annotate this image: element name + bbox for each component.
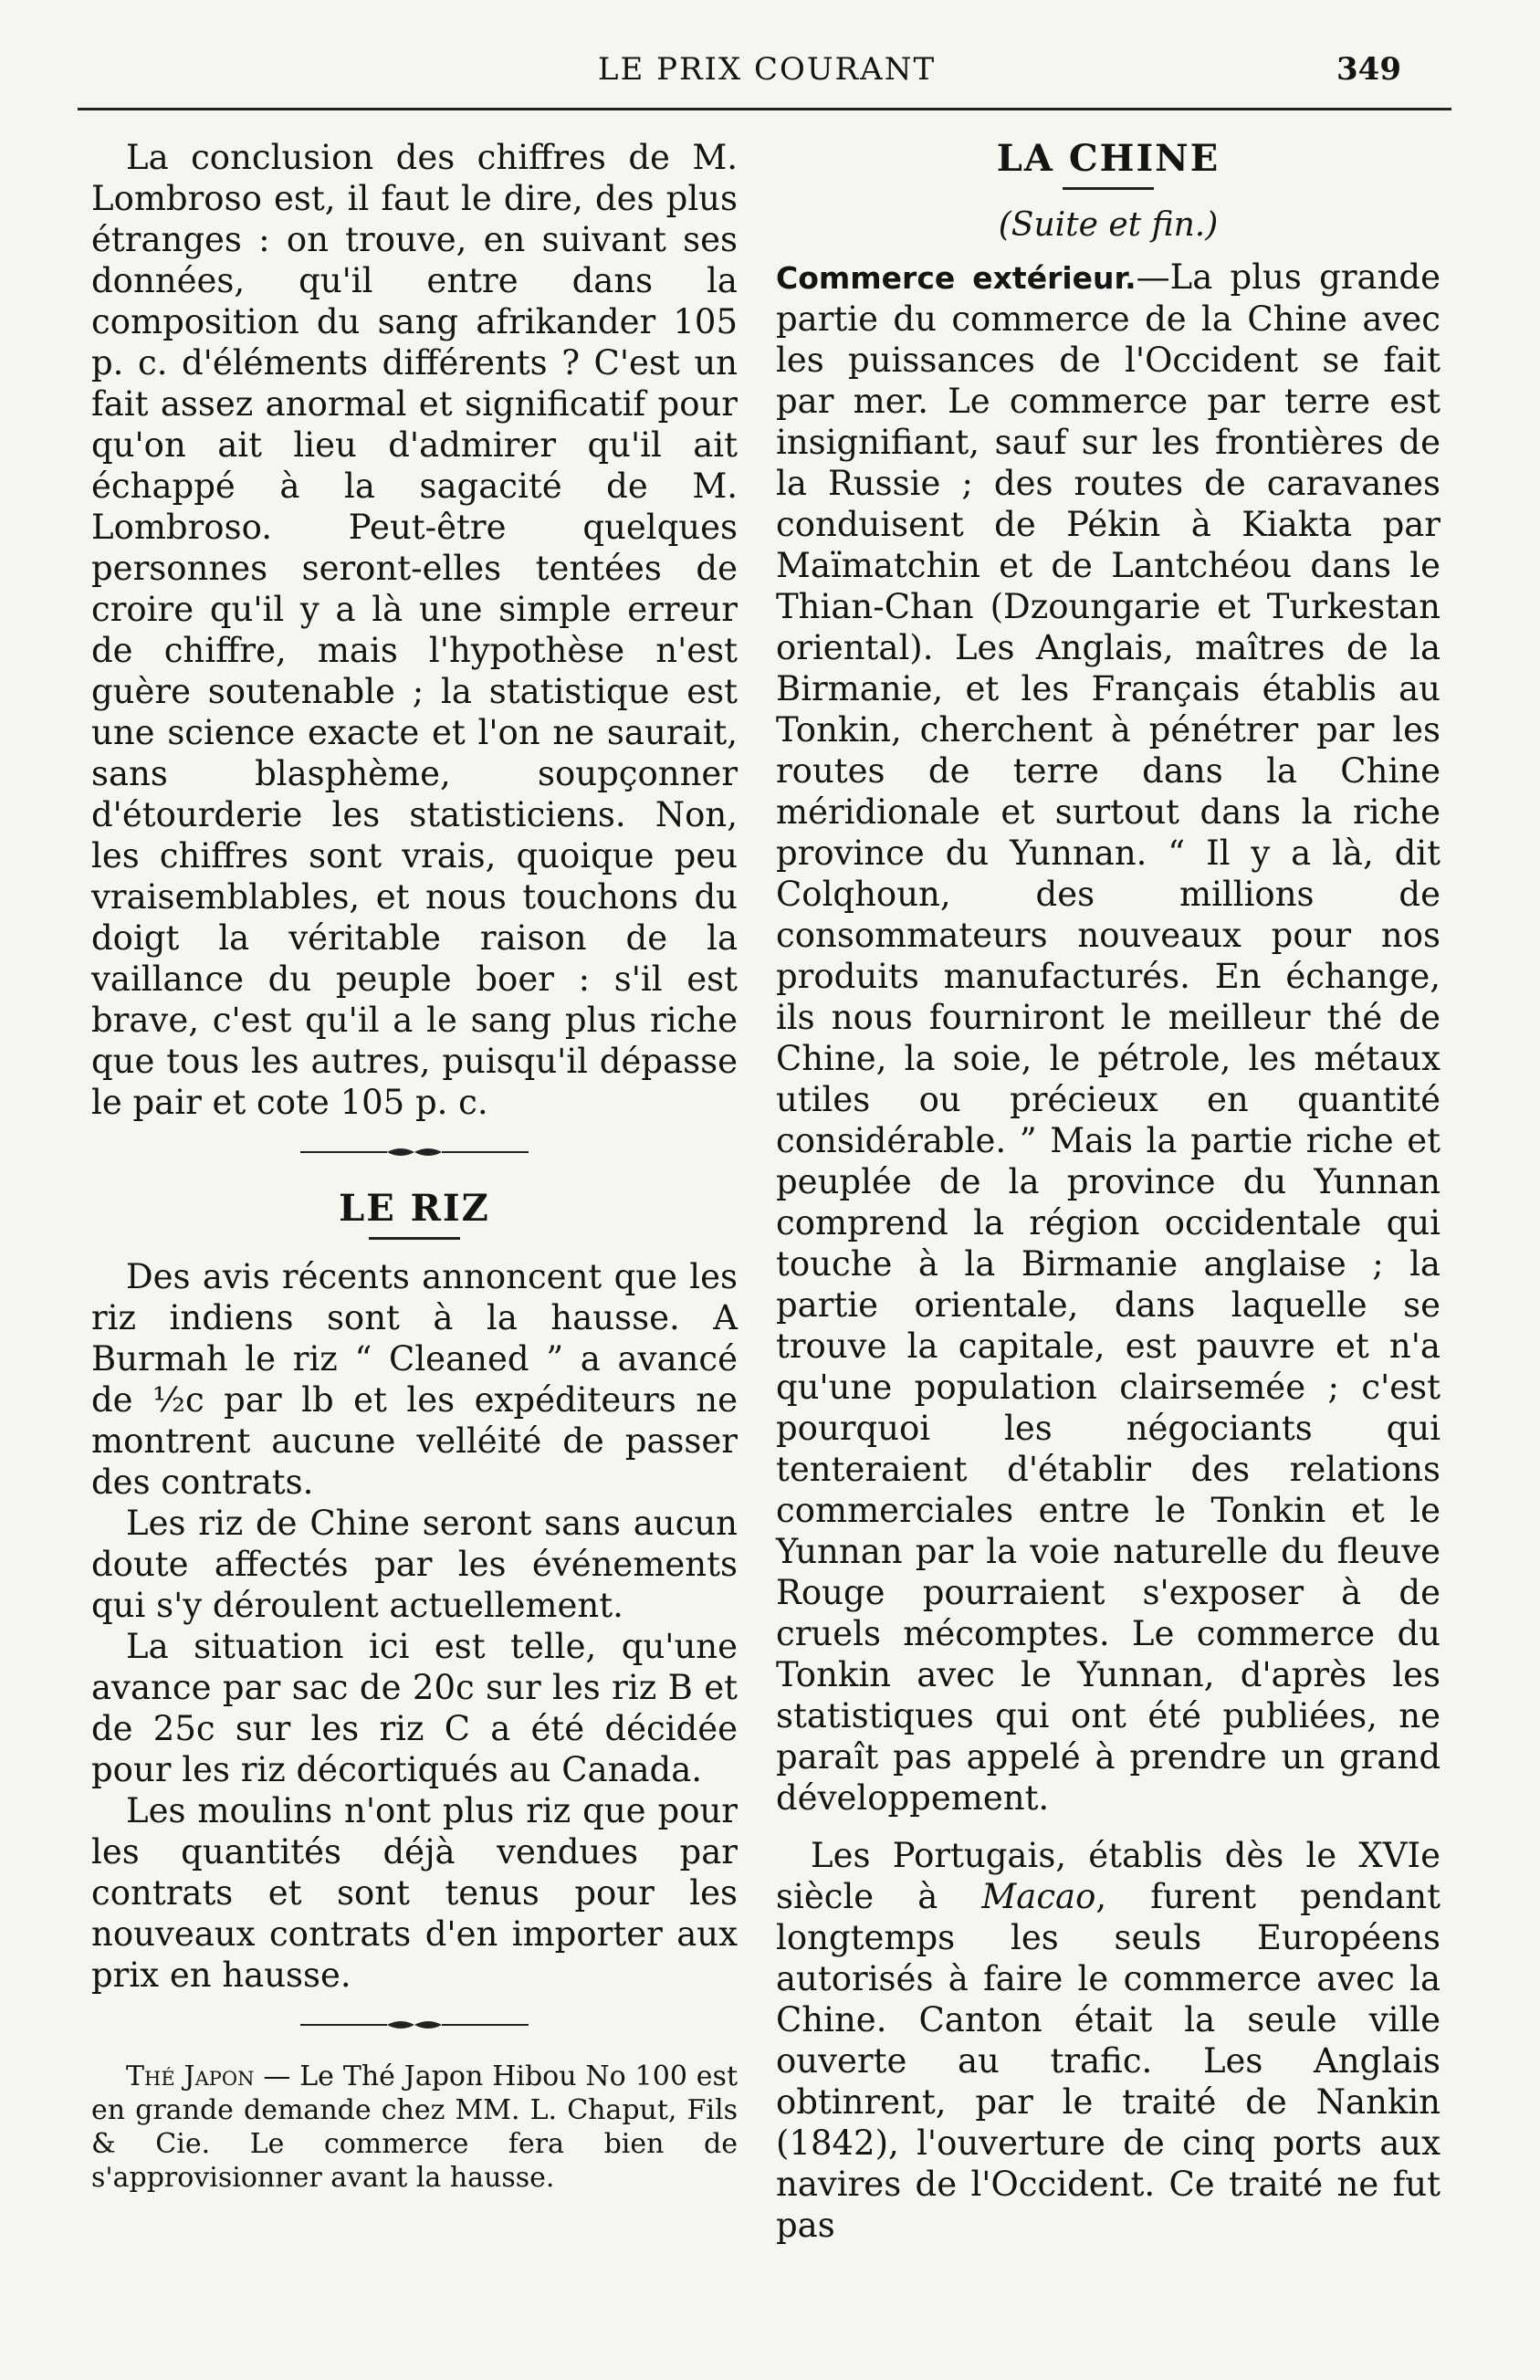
chine-section-title: LA CHINE [996, 137, 1220, 180]
riz-section-title: LE RIZ [339, 1187, 490, 1230]
note-text: — Le Thé Japon Hibou No 100 est en grande demande chez MM. L. Chaput, Fils & Cie. Le commerce fera bien de s'approvisionner avant la hausse. [91, 2060, 738, 2194]
chine-subtitle: (Suite et fin.) [998, 206, 1219, 244]
note-label: Thé Japon [126, 2060, 255, 2092]
left-column [91, 137, 738, 2195]
title-rule [1063, 187, 1154, 190]
the-japon-note [91, 2060, 738, 2195]
title-rule [369, 1237, 460, 1240]
intro-paragraph: La conclusion des chiffres de M. Lombroso est, il faut le dire, des plus étranges : on trouve, en suivant ses données, qu'il entre dans la composition du sang afrikander 105 p. c. d'éléments différents ? C'est un fait assez anormal et significatif pour qu'on ait lieu d'admirer qu'il ait échappé à la sagacité de M. Lombroso. Peut-être quelques personnes seront-elles tentées de croire qu'il y a là une simple erreur de chiffre, mais l'hypothèse n'est guère soutenable ; la statistique est une science exacte et l'on ne saurait, sans blasphème, soupçonner d'étourderie les statisticiens. Non, les chiffres sont vrais, quoique peu vraisemblables, et nous touchons du doigt la véritable raison de la vaillance du peuple boer : s'il est brave, c'est qu'il a le sang plus riche que tous les autres, puisqu'il dépasse le pair et cote 105 p. c. [91, 138, 738, 1122]
page-header [78, 40, 1456, 104]
paragraph-text: —La plus grande partie du commerce de la Chine avec les puissances de l'Occident se fait par mer. Le commerce par terre est insignifiant, sauf sur les frontières de la Russie ; des routes de caravanes conduisent de Pékin à Kiakta par Maïmatchin et de Lantchéou dans le Thian-Chan (Dzoungarie et Turkestan oriental). Les Anglais, maîtres de la Birmanie, et les Français établis au Tonkin, cherchent à pénétrer par les routes de terre dans la Chine méridionale et surtout dans la riche province du Yunnan. “ Il y a là, dit Colqhoun, des millions de consommateurs nouveaux pour nos produits manufacturés. En échange, ils nous fourniront le meilleur thé de Chine, la soie, le pétrole, les métaux utiles ou précieux en quantité considérable. ” Mais la partie riche et peuplée de la province du Yunnan comprend la région occidentale qui touche à la Birmanie anglaise ; la partie orientale, dans laquelle se trouve la capitale, est pauvre et n'a qu'une population clairsemée ; c'est pourquoi les négociants qui tenteraient d'établir des relations commerciales entre le Tonkin et le Yunnan par la voie naturelle du fleuve Rouge pourraient s'exposer à de cruels mécomptes. Le commerce du Tonkin avec le Yunnan, d'après les statistiques qui ont été publiées, ne paraît pas appelé à prendre un grand développement. [776, 257, 1440, 1818]
right-column [776, 128, 1440, 2246]
place-name: Macao [981, 1877, 1096, 1916]
journal-title: LE PRIX COURANT [597, 51, 937, 88]
page-number: 349 [1336, 51, 1401, 88]
riz-paragraph: Les moulins n'ont plus riz que pour les quantités déjà vendues par contrats et sont tenus pour les nouveaux contrats d'en importer aux prix en hausse. [91, 1791, 738, 1995]
paragraph-text: Les Portugais, établis dès le XVIe siècle à [776, 1836, 1440, 1916]
section-divider-ornament [300, 1145, 529, 1159]
lead-heading: Commerce extérieur. [776, 260, 1137, 296]
header-rule [78, 108, 1451, 110]
riz-paragraph: Des avis récents annoncent que les riz indiens sont à la hausse. A Burmah le riz “ Cleaned ” a avancé de ½c par lb et les expéditeurs ne montrent aucune velléité de passer des contrats. [91, 1257, 738, 1502]
riz-paragraph: Les riz de Chine seront sans aucun doute affectés par les événements qui s'y déroulent actuellement. [91, 1504, 738, 1625]
section-divider-ornament [300, 2018, 529, 2032]
paragraph-text: , furent pendant longtemps les seuls Européens autorisés à faire le commerce avec la Chine. Canton était la seule ville ouverte au trafic. Les Anglais obtinrent, par le traité de Nankin (1842), l'ouverture de cinq ports aux navires de l'Occident. Ce traité ne fut pas [776, 1877, 1440, 2245]
chine-paragraph [776, 1835, 1440, 2246]
riz-paragraph: La situation ici est telle, qu'une avance par sac de 20c sur les riz B et de 25c sur les riz C a été décidée pour les riz décortiqués au Canada. [91, 1627, 738, 1789]
chine-paragraph [776, 257, 1440, 1819]
